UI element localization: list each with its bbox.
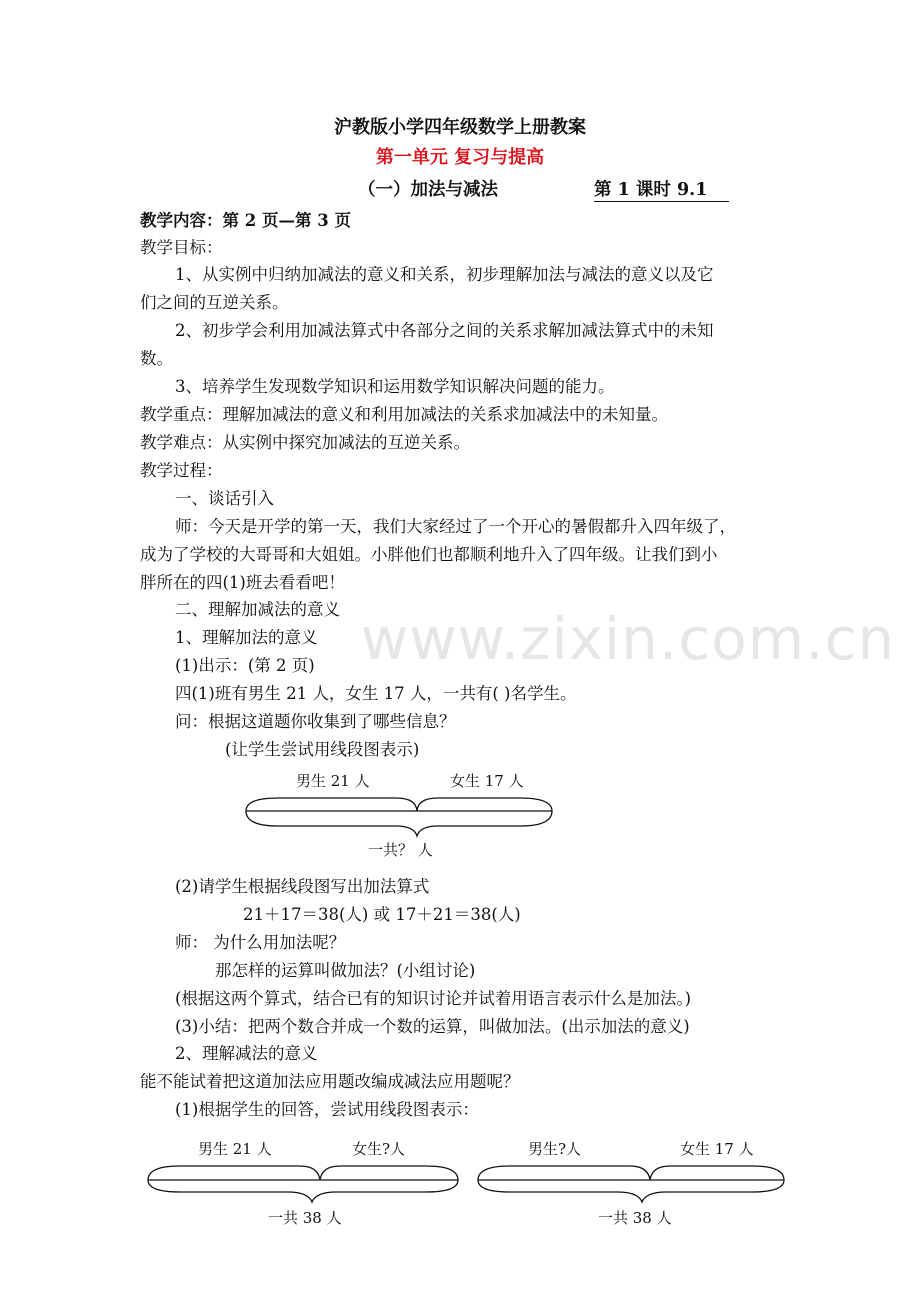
diagram-label-girls: 女生?人 — [352, 1140, 406, 1158]
subtraction-question: 能不能试着把这道加法应用题改编成减法应用题呢？ — [140, 1072, 520, 1091]
goal-3: 3、培养学生发现数学知识和运用数学知识解决问题的能力。 — [175, 377, 615, 396]
bottom-brace — [148, 1180, 458, 1202]
lesson-title: （一）加法与减法 — [358, 180, 498, 200]
segment-diagram-boys-unknown — [470, 1132, 795, 1232]
line-show-page: (1)出示：(第 2 页) — [175, 656, 315, 675]
segment-diagram-girls-unknown — [140, 1132, 470, 1232]
diagram-label-boys: 男生 21 人 — [296, 772, 370, 790]
addition-equations: 21＋17＝38(人) 或 17＋21＝38(人) — [243, 905, 521, 924]
diagram-label-boys: 男生 21 人 — [198, 1140, 272, 1158]
discussion-note: (根据这两个算式，结合已有的知识讨论并试着用语言表示什么是加法。) — [175, 989, 692, 1008]
top-brace — [246, 798, 552, 811]
goal-1-line-2: 们之间的互逆关系。 — [140, 293, 289, 312]
difficulty: 教学难点：从实例中探究加减法的互逆关系。 — [140, 433, 470, 452]
group-discussion: 那怎样的运算叫做加法？(小组讨论) — [215, 961, 476, 980]
unit-title: 第一单元 复习与提高 — [375, 147, 545, 168]
teaching-content: 教学内容：第 2 页—第 3 页 — [140, 211, 351, 230]
bottom-brace — [478, 1180, 784, 1202]
goals-label: 教学目标： — [140, 238, 223, 257]
segment-diagram-addition — [238, 766, 558, 866]
diagram-label-total: 一共？ 人 — [368, 841, 433, 859]
hint-line-diagram: (让学生尝试用线段图表示) — [225, 740, 420, 759]
paragraph-1-line-1: 师：今天是开学的第一天，我们大家经过了一个开心的暑假都升入四年级了， — [175, 517, 736, 536]
section-2-heading: 二、理解加减法的意义 — [175, 600, 340, 619]
paragraph-1-line-2: 成为了学校的大哥哥和大姐姐。小胖他们也都顺利地升入了四年级。让我们到小 — [140, 545, 718, 564]
diagram-label-girls: 女生 17 人 — [450, 772, 524, 790]
word-problem: 四(1)班有男生 21 人，女生 17 人，一共有( )名学生。 — [175, 684, 577, 703]
goal-1-line-1: 1、从实例中归纳加减法的意义和关系，初步理解加法与减法的意义以及它 — [175, 265, 714, 284]
goal-2-line-2: 数。 — [140, 349, 173, 368]
bottom-brace — [246, 811, 552, 836]
subtraction-diagram-prompt: (1)根据学生的回答，尝试用线段图表示： — [175, 1100, 479, 1119]
top-brace — [148, 1166, 458, 1180]
diagram-label-boys: 男生?人 — [528, 1140, 582, 1158]
paragraph-1-line-3: 胖所在的四(1)班去看看吧！ — [140, 573, 345, 592]
addition-summary: (3)小结：把两个数合并成一个数的运算，叫做加法。(出示加法的意义) — [175, 1017, 690, 1036]
doc-title: 沪教版小学四年级数学上册教案 — [334, 117, 586, 138]
subsection-2-2: 2、理解减法的意义 — [175, 1044, 318, 1063]
key-point: 教学重点：理解加减法的意义和利用加减法的关系求加减法中的未知量。 — [140, 405, 668, 424]
goal-2-line-1: 2、初步学会利用加减法算式中各部分之间的关系求解加减法算式中的未知 — [175, 321, 714, 340]
process-label: 教学过程： — [140, 461, 223, 480]
question-info: 问：根据这道题你收集到了哪些信息？ — [175, 712, 456, 731]
watermark: www.zixin.com.cn — [360, 605, 896, 673]
top-brace — [478, 1166, 784, 1180]
lesson-number: 第 1 课时 9.1 — [594, 179, 729, 202]
section-1-heading: 一、谈话引入 — [175, 489, 274, 508]
diagram-label-girls: 女生 17 人 — [680, 1140, 754, 1158]
diagram-label-total: 一共 38 人 — [598, 1209, 672, 1227]
write-equation-prompt: (2)请学生根据线段图写出加法算式 — [175, 877, 430, 896]
teacher-question: 师： 为什么用加法呢？ — [175, 933, 346, 952]
diagram-label-total: 一共 38 人 — [268, 1209, 342, 1227]
subsection-2-1: 1、理解加法的意义 — [175, 628, 318, 647]
